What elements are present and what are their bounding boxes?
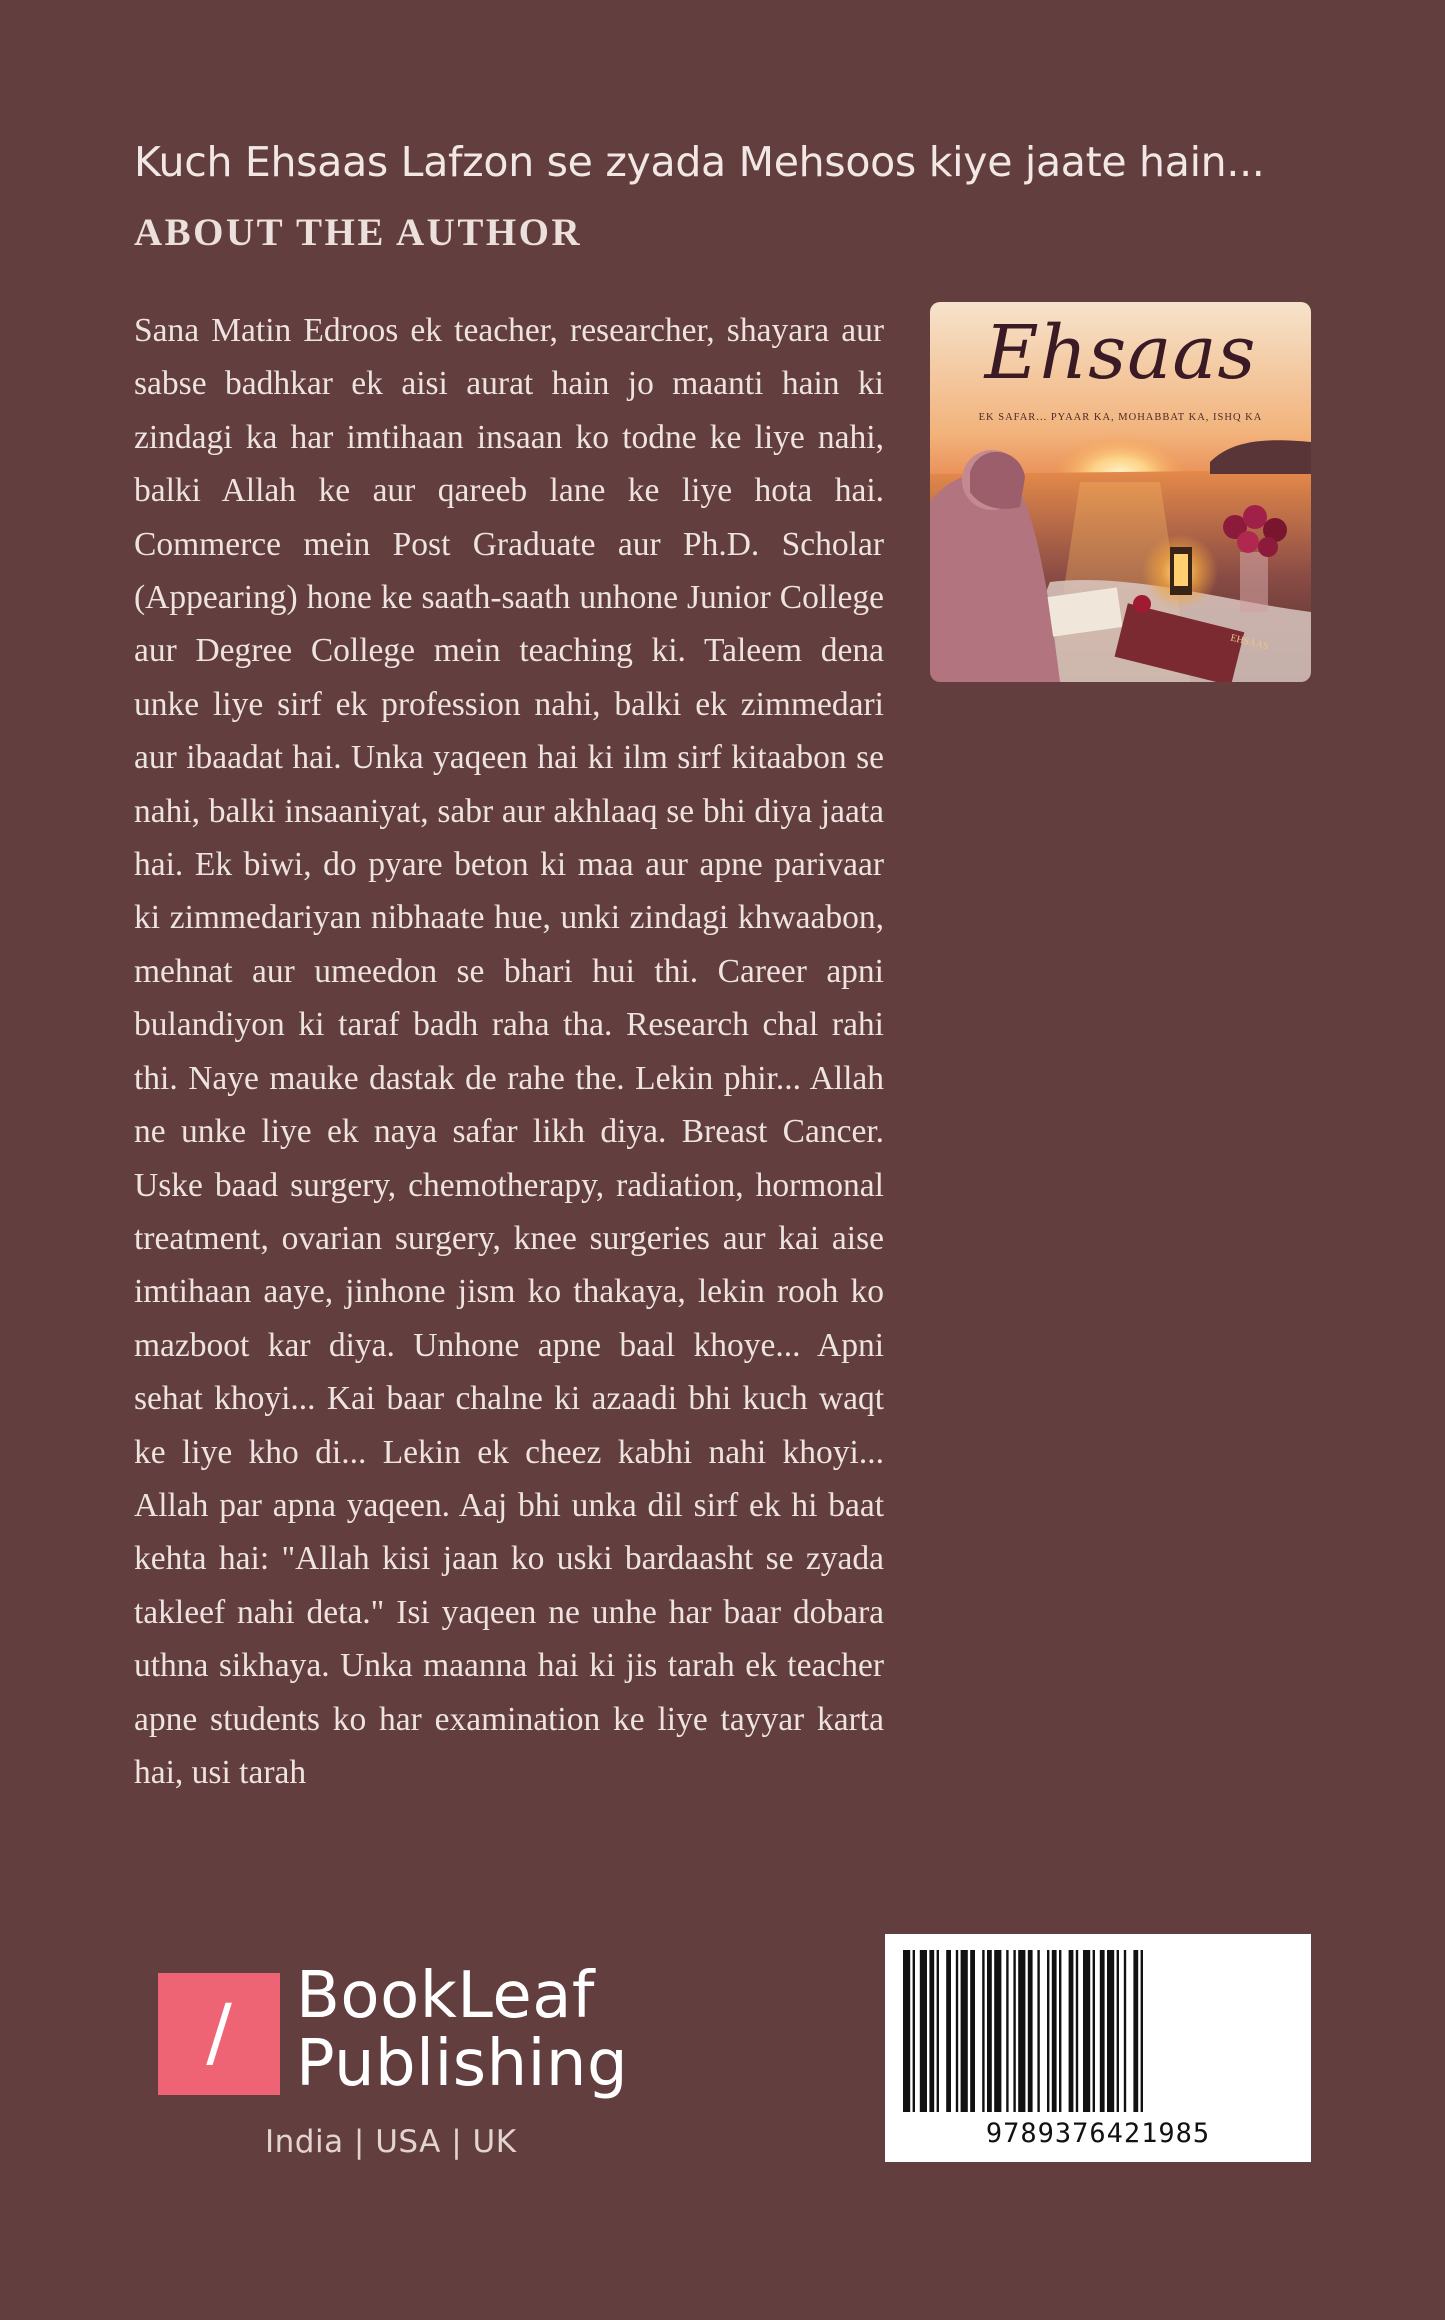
barcode-bar [946,1950,951,2112]
barcode-bar [987,1950,992,2112]
barcode-bar [1028,1950,1033,2112]
publisher-name [296,1959,629,2101]
publisher-logo [158,1973,280,2095]
barcode-bar [956,1950,958,2112]
barcode-bar [1076,1950,1078,2112]
barcode [885,1934,1311,2162]
barcode-bar [1100,1950,1105,2112]
barcode-bar [1093,1950,1095,2112]
barcode-bar [1069,1950,1074,2112]
barcode-bar [1052,1950,1057,2112]
barcode-bar [937,1950,939,2112]
barcode-bar [1083,1950,1090,2112]
about-author-heading: ABOUT THE AUTHOR [134,211,583,254]
barcode-bar [1037,1950,1039,2112]
barcode-bar [920,1950,927,2112]
slash-logo-icon: / [206,1987,232,2076]
cover-title: Ehsaas [984,310,1257,396]
tagline: Kuch Ehsaas Lafzon se zyada Mehsoos kiye jaate hain... [134,138,1265,186]
barcode-bar [961,1950,968,2112]
publisher-name-line1: BookLeaf [296,1959,595,2033]
barcode-bar [929,1950,934,2112]
barcode-bar [1141,1950,1143,2112]
barcode-bar [1117,1950,1119,2112]
barcode-bar [982,1950,984,2112]
barcode-bar [903,1950,910,2112]
barcode-bar [1018,1950,1025,2112]
author-bio: Sana Matin Edroos ek teacher, researcher, shayara aur sabse badhkar ek aisi aurat hain jo maanti hain ki zindagi ka har imtihaan insaan ko todne ke liye nahi, balki Allah ke aur qareeb lane ke liye hota hai. Commerce mein Post Graduate aur Ph.D. Scholar (Appearing) hone ke saath-saath unhone Junior College aur Degree College mein teaching ki. Taleem dena unke liye sirf ek profession nahi, balki ek zimmedari aur ibaadat hai. Unka yaqeen hai ki ilm sirf kitaabon se nahi, balki insaaniyat, sabr aur akhlaaq se bhi diya jaata hai. Ek biwi, do pyare beton ki maa aur apne parivaar ki zimmedariyan nibhaate hue, unki zindagi khwaabon, mehnat aur umeedon se bhari hui thi. Career apni bulandiyon ki taraf badh raha tha. Research chal rahi thi. Naye mauke dastak de rahe the. Lekin phir... Allah ne unke liye ek naya safar likh diya. Breast Cancer. Uske baad surgery, chemotherapy, radiation, hormonal treatment, ovarian surgery, knee surgeries aur kai aise imtihaan aaye, jinhone jism ko thakaya, lekin rooh ko mazboot kar diya. Unhone apne baal khoye... Apni sehat khoyi... Kai baar chalne ki azaadi bhi kuch waqt ke liye kho di... Lekin ek cheez kabhi nahi khoyi... Allah par apna yaqeen. Aaj bhi unka dil sirf ek hi baat kehta hai: "Allah kisi jaan ko uski bardaasht se zyada takleef nahi deta." Isi yaqeen ne unhe har baar dobara uthna sikhaya. Unka maanna hai ki jis tarah ek teacher apne students ko har examination ke liye tayyar karta hai, usi tarah [134,312,884,1791]
cover-subtitle: EK SAFAR... PYAAR KA, MOHABBAT KA, ISHQ KA [978,412,1263,423]
barcode-bar [1059,1950,1061,2112]
cover-book-label: EHSAAS [1229,632,1270,653]
isbn-number: 9789376421985 [985,2118,1211,2149]
publisher-regions: India | USA | UK [265,2124,517,2160]
barcode-bar [1013,1950,1015,2112]
barcode-bar [1047,1950,1049,2112]
book-cover-image [930,302,1311,682]
barcode-bar [1133,1950,1138,2112]
barcode-bars [901,1950,1295,2115]
barcode-bar [913,1950,915,2112]
barcode-bar [970,1950,975,2112]
barcode-bar [1006,1950,1008,2112]
barcode-bar [994,1950,1001,2112]
barcode-bar [1124,1950,1126,2112]
barcode-bar [1107,1950,1114,2112]
publisher-name-line2: Publishing [296,2027,629,2101]
